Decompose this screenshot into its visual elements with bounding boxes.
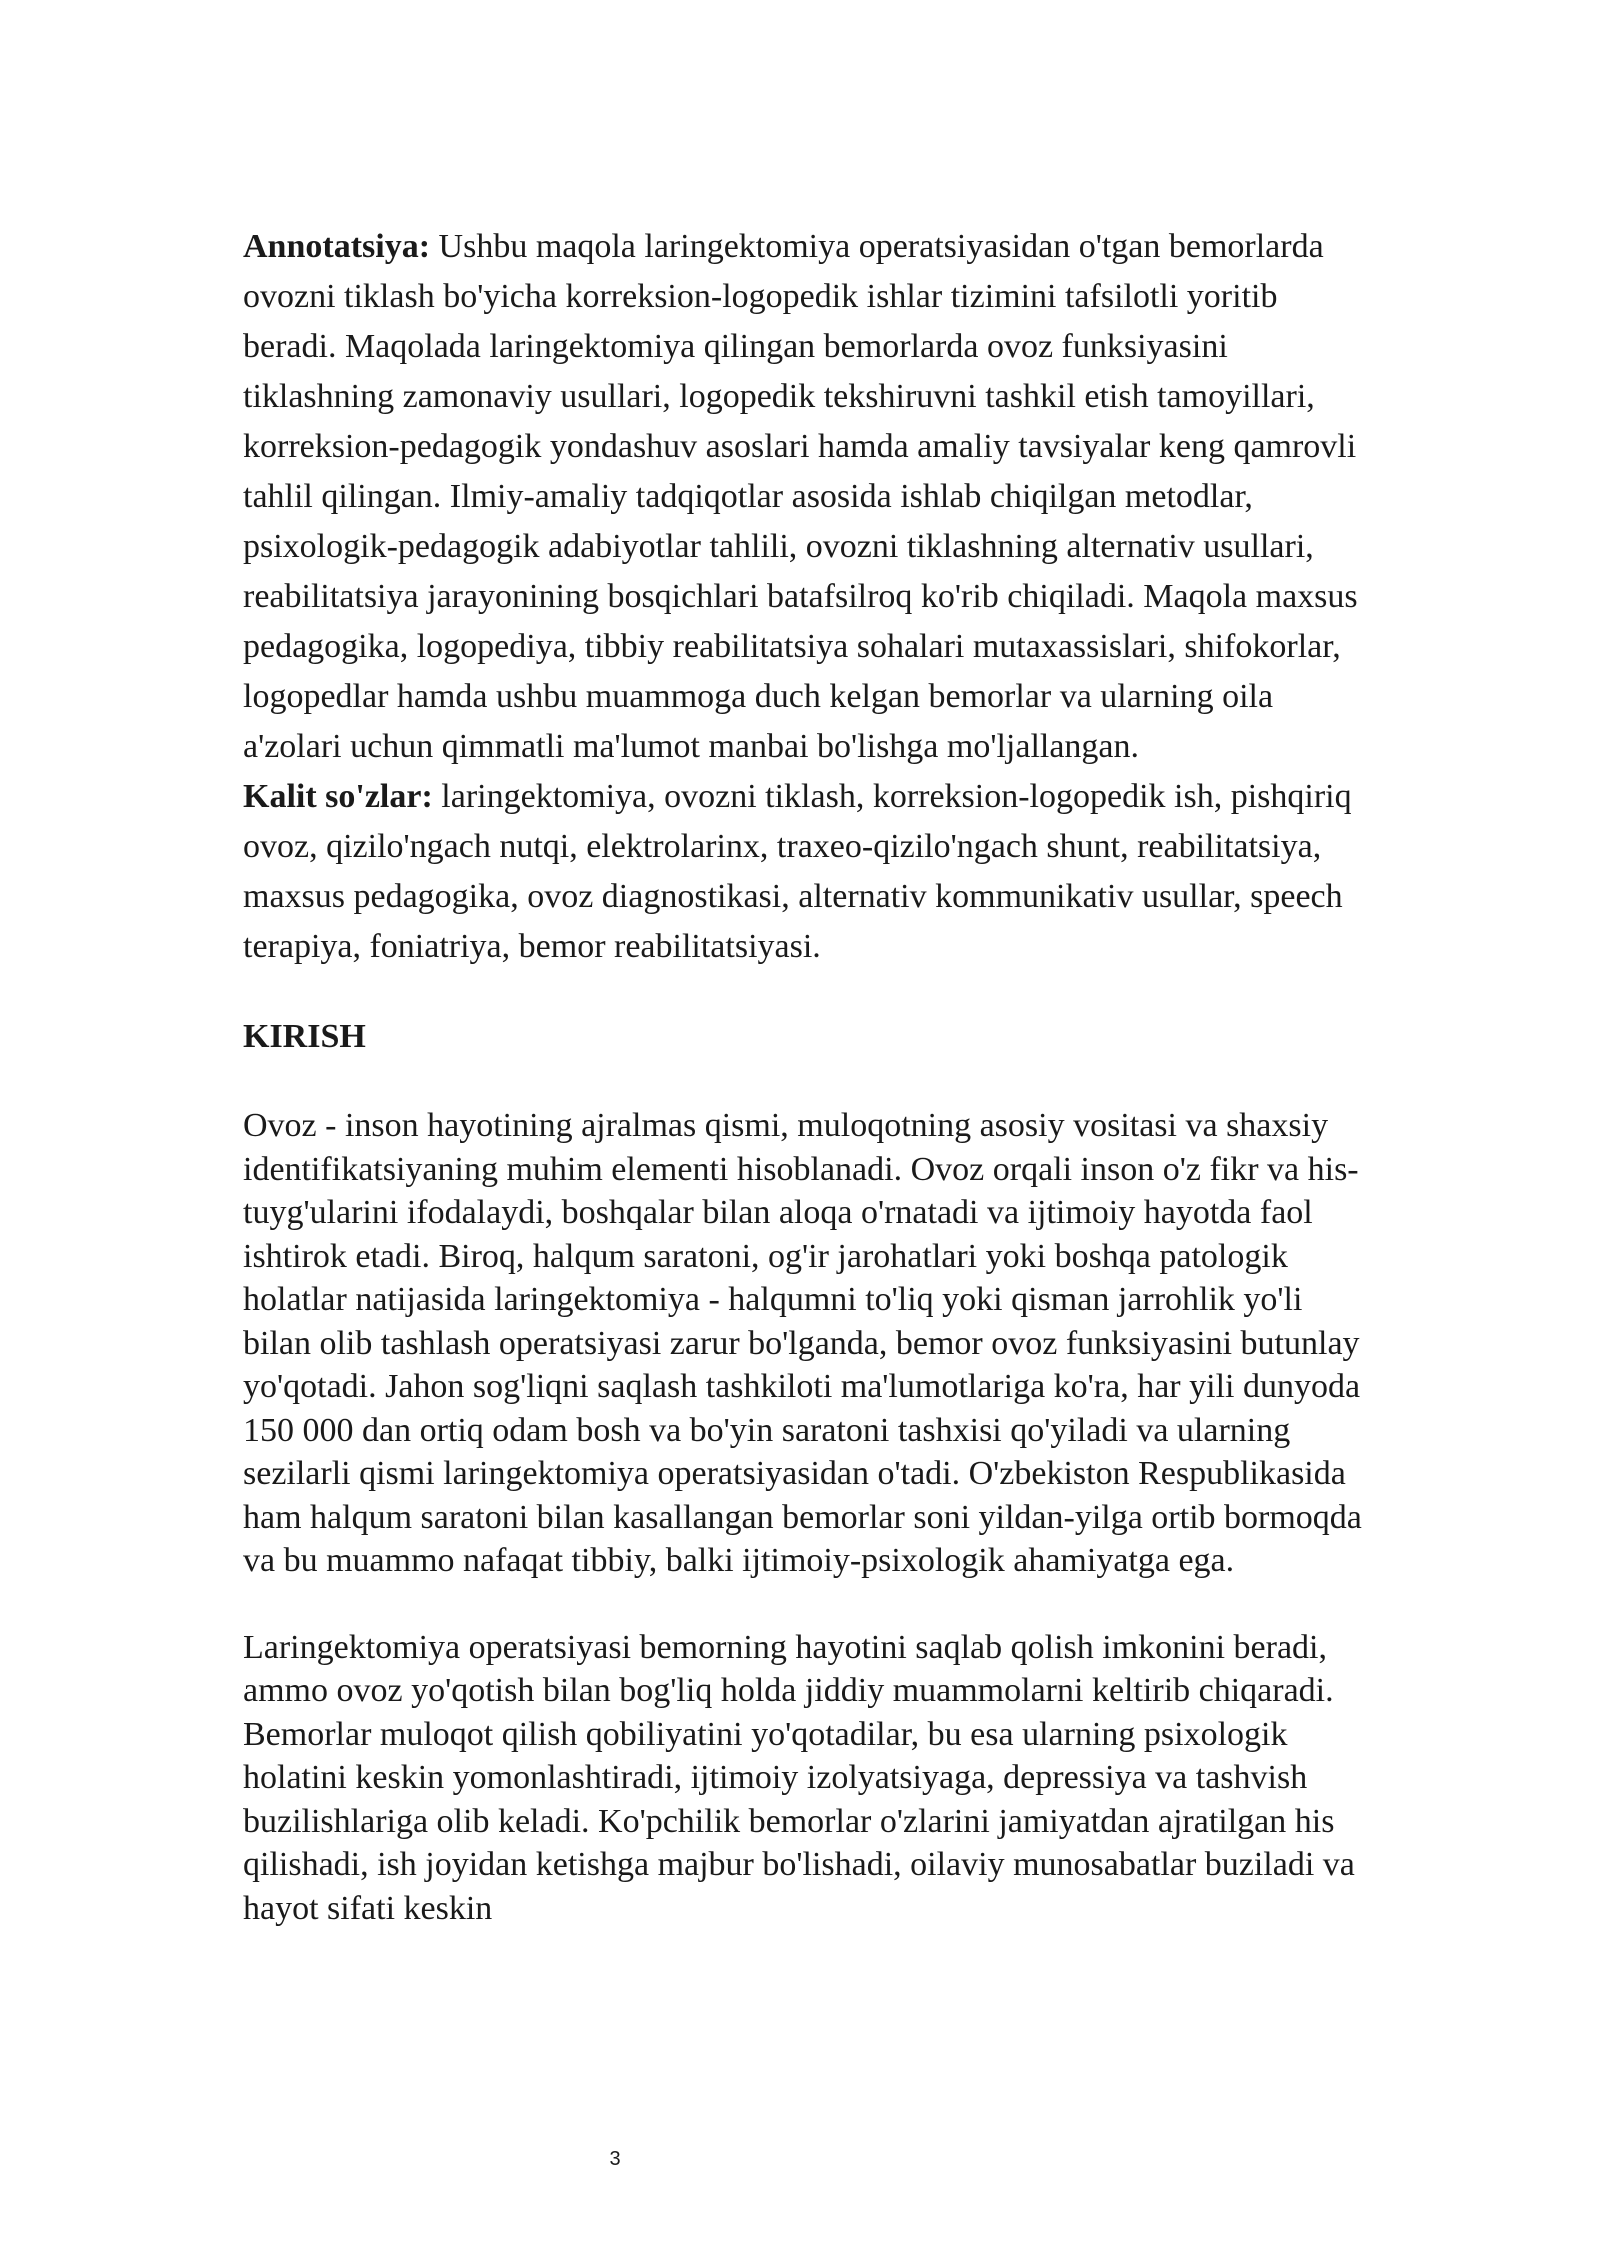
abstract-text: Ushbu maqola laringektomiya operatsiyasidan o'tgan bemorlarda ovozni tiklash bo'yicha korreksion-logopedik ishlar tizimini tafsilotli yoritib beradi. Maqolada laringektomiya qilingan bemorlarda ovoz funksiyasini tiklashning zamonaviy usullari, logopedik tekshiruvni tashkil etish tamoyillari, korreksion-pedagogik yondashuv asoslari hamda amaliy tavsiyalar keng qamrovli tahlil qilingan. Ilmiy-amaliy tadqiqotlar asosida ishlab chiqilgan metodlar, psixologik-pedagogik adabiyotlar tahlili, ovozni tiklashning alternativ usullari, reabilitatsiya jarayonining bosqichlari batafsilroq ko'rib chiqiladi. Maqola maxsus pedagogika, logopediya, tibbiy reabilitatsiya sohalari mutaxassislari, shifokorlar, logopedlar hamda ushbu muammoga duch kelgan bemorlar va ularning oila a'zolari uchun qimmatli ma'lumot manbai bo'lishga mo'ljallangan.: [243, 228, 1358, 765]
keywords-text: laringektomiya, ovozni tiklash, korreksion-logopedik ish, pishqiriq ovoz, qizilo'ngach nutqi, elektrolarinx, traxeo-qizilo'ngach shunt, reabilitatsiya, maxsus pedagogika, ovoz diagnostikasi, alternativ kommunikativ usullar, speech terapiya, foniatriya, bemor reabilitatsiyasi.: [243, 778, 1352, 965]
abstract-label: Annotatsiya:: [243, 228, 431, 265]
page-number: 3: [609, 2148, 621, 2170]
keywords-label: Kalit so'zlar:: [243, 778, 433, 815]
abstract-paragraph: [243, 222, 1373, 972]
section-heading: KIRISH: [243, 1018, 366, 1055]
body-paragraph-2: Laringektomiya operatsiyasi bemorning hayotini saqlab qolish imkonini beradi, ammo ovoz yo'qotish bilan bog'liq holda jiddiy muammolarni keltirib chiqaradi. Bemorlar muloqot qilish qobiliyatini yo'qotadilar, bu esa ularning psixologik holatini keskin yomonlashtiradi, ijtimoiy izolyatsiyaga, depressiya va tashvish buzilishlariga olib keladi. Ko'pchilik bemorlar o'zlarini jamiyatdan ajratilgan his qilishadi, ish joyidan ketishga majbur bo'lishadi, oilaviy munosabatlar buziladi va hayot sifati keskin: [243, 1628, 1355, 1927]
body-paragraph-1: Ovoz - inson hayotining ajralmas qismi, muloqotning asosiy vositasi va shaxsiy identifikatsiyaning muhim elementi hisoblanadi. Ovoz orqali inson o'z fikr va his-tuyg'ularini ifodalaydi, boshqalar bilan aloqa o'rnatadi va ijtimoiy hayotda faol ishtirok etadi. Biroq, halqum saratoni, og'ir jarohatlari yoki boshqa patologik holatlar natijasida laringektomiya - halqumni to'liq yoki qisman jarrohlik yo'li bilan olib tashlash operatsiyasi zarur bo'lganda, bemor ovoz funksiyasini butunlay yo'qotadi. Jahon sog'liqni saqlash tashkiloti ma'lumotlariga ko'ra, har yili dunyoda 150 000 dan ortiq odam bosh va bo'yin saratoni tashxisi qo'yiladi va ularning sezilarli qismi laringektomiya operatsiyasidan o'tadi. O'zbekiston Respublikasida ham halqum saratoni bilan kasallangan bemorlar soni yildan-yilga ortib bormoqda va bu muammo nafaqat tibbiy, balki ijtimoiy-psixologik ahamiyatga ega.: [243, 1107, 1362, 1579]
page-body: [243, 222, 1373, 1930]
